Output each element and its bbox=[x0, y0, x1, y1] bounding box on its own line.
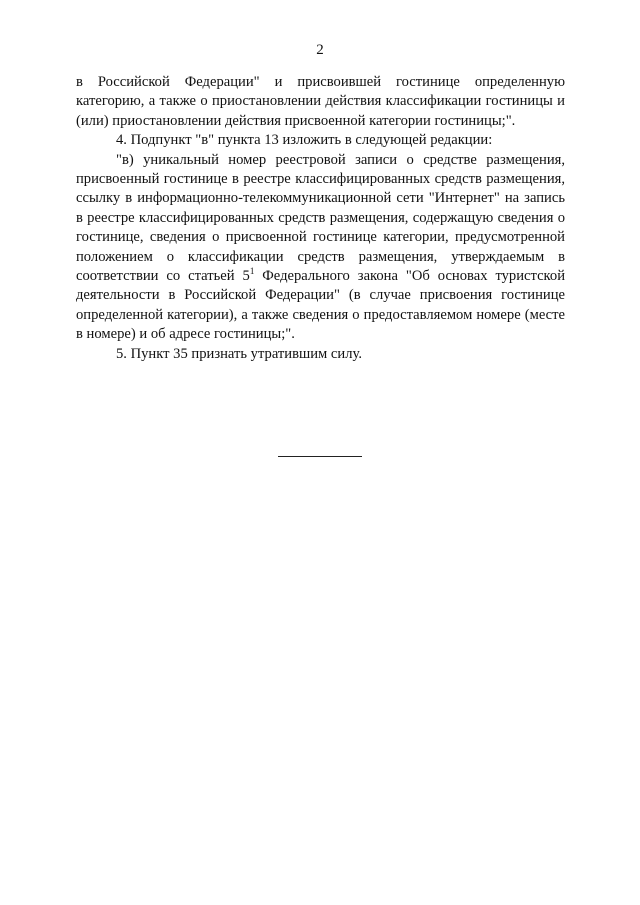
paragraph-continuation: в Российской Федерации" и присвоившей гостинице определенную категорию, а также о приостановлении действия классификации гостиницы и (или) приостановлении действия присвоенной категории гостиницы;". bbox=[76, 74, 565, 129]
page-number: 2 bbox=[316, 42, 324, 58]
paragraph-item-4: 4. Подпункт "в" пункта 13 изложить в следующей редакции: bbox=[116, 132, 493, 149]
paragraph-subitem-v bbox=[76, 151, 565, 345]
end-separator-line bbox=[278, 456, 362, 457]
superscript-article-number: 1 bbox=[249, 266, 255, 277]
subitem-v-text-part2: Федерального закона "Об основах туристской деятельности в Российской Федерации" (в случае присвоения гостинице определенной категории), а также сведения о предоставляемом номере (месте в номере) и об адресе гостиницы;". bbox=[76, 268, 565, 343]
subitem-v-text-part1: "в) уникальный номер реестровой записи о средстве размещения, присвоенный гостинице в реестре классифицированных средств размещения, ссылку в информационно-телекоммуникационной сети "Интернет" на запись в реестре классифицированных средств размещения, содержащую сведения о гостинице, сведения о присвоенной гостинице категории, предусмотренной положением о классификации средств размещения, утверждаемым в соответствии со статьей 5 bbox=[76, 151, 565, 285]
paragraph-item-5: 5. Пункт 35 признать утратившим силу. bbox=[116, 345, 362, 362]
document-body bbox=[76, 73, 565, 364]
